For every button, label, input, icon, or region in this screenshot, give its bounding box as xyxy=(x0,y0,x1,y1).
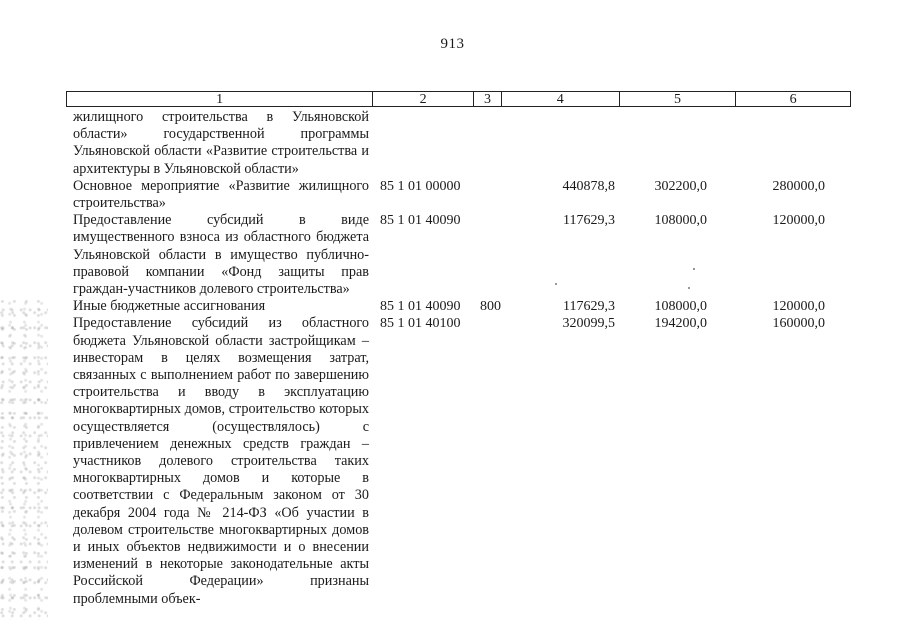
row-value-6: 120000,0 xyxy=(772,213,825,229)
row-code: 85 1 01 40100 xyxy=(380,316,461,332)
table-row xyxy=(73,212,853,298)
header-col-1: 1 xyxy=(67,92,373,106)
row-description: жилищного строительства в Ульяновской области» государственной программы Ульяновской области «Развитие строительства и архитектуры в Ульяновской области» xyxy=(73,109,369,177)
row-value-6: 160000,0 xyxy=(772,316,825,332)
row-description: Основное мероприятие «Развитие жилищного строительства» xyxy=(73,177,369,212)
header-col-4: 4 xyxy=(502,92,620,106)
table-row xyxy=(73,109,853,178)
row-description: Иные бюджетные ассигнования xyxy=(73,298,266,315)
table-row xyxy=(73,178,853,212)
row-value-4: 320099,5 xyxy=(562,316,615,332)
row-value-5: 194200,0 xyxy=(654,316,707,332)
row-code: 85 1 01 00000 xyxy=(380,178,461,194)
scan-speck xyxy=(693,268,695,270)
row-description: Предоставление субсидий в виде имущественного взноса из областного бюджета Ульяновской области в имущество публично-правовой компании «Фонд защиты прав граждан-участников долевого строительства» xyxy=(73,212,369,298)
table-body xyxy=(73,109,853,608)
row-value-6: 280000,0 xyxy=(772,178,825,194)
header-col-3: 3 xyxy=(474,92,502,106)
header-col-2: 2 xyxy=(373,92,474,106)
row-code: 85 1 01 40090 xyxy=(380,213,461,229)
scan-noise xyxy=(0,300,48,620)
row-value-4: 117629,3 xyxy=(563,213,615,229)
scan-speck xyxy=(688,287,690,289)
row-value-5: 108000,0 xyxy=(654,299,707,315)
row-value-5: 108000,0 xyxy=(654,213,707,229)
table-header xyxy=(66,91,851,107)
row-value-4: 440878,8 xyxy=(562,178,615,194)
row-kvr: 800 xyxy=(480,299,501,315)
row-description: Предоставление субсидий из областного бюджета Ульяновской области застройщикам – инвесторам в целях возмещения затрат, связанных с выполнением работ по завершению строительства и вводу в эксплуатацию многоквартирных домов, строительство которых осуществляется (осуществлялось) с привлечением денежных средств граждан – участников долевого строительства таких многоквартирных домов и которые в соответствии с Федеральным законом от 30 декабря 2004 года № 214-ФЗ «Об участии в долевом строительстве многоквартирных домов и иных объектов недвижимости и о внесении изменений в некоторые законодательные акты Российской Федерации» признаны проблемными объек- xyxy=(73,315,369,607)
scan-speck xyxy=(555,283,557,285)
table-row xyxy=(73,315,853,607)
row-value-6: 120000,0 xyxy=(772,299,825,315)
header-col-6: 6 xyxy=(789,92,797,107)
row-value-4: 117629,3 xyxy=(563,299,615,315)
table-row xyxy=(73,298,853,315)
row-code: 85 1 01 40090 xyxy=(380,299,461,315)
page-number: 913 xyxy=(440,36,465,52)
header-col-5: 5 xyxy=(620,92,737,106)
row-value-5: 302200,0 xyxy=(654,178,707,194)
